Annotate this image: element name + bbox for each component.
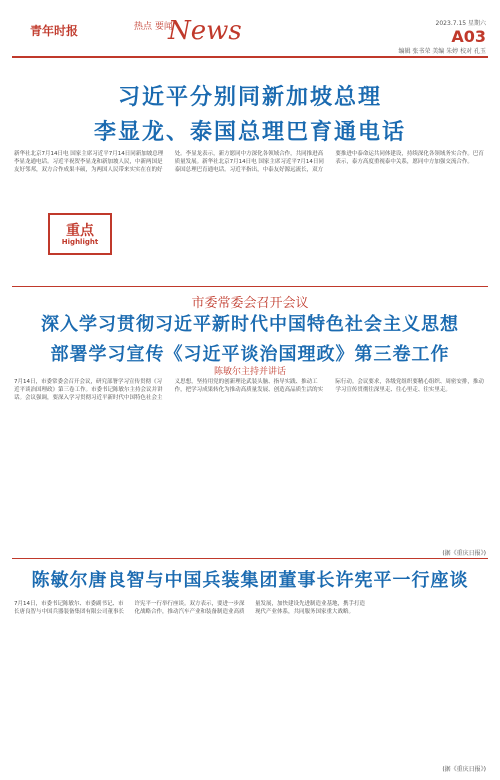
story1-headline: 习近平分别同新加坡总理 李显龙、泰国总理巴育通电话 — [93, 85, 406, 145]
story3-body: 7月14日，市委书记陈敏尔、市委副书记、市长唐良智与中国兵器装备集团有限公司董事长许宪平一行举行座谈。双方表示，要进一步深化战略合作，推动汽车产业和装备制造业高质量发展，加快建设先进制造业基地，携手打造现代产业体系，共同服务国家重大战略。 — [14, 601, 366, 615]
story2-kicker: 市委常委会召开会议 — [191, 296, 309, 311]
section-divider — [12, 558, 488, 559]
masthead-rule — [12, 56, 488, 58]
story3-headline: 陈敏尔唐良智与中国兵装集团董事长许宪平一行座谈 — [31, 570, 469, 591]
story2-body: 7月14日，市委常委会召开会议，研究部署学习宣传贯彻《习近平谈治国理政》第三卷工作。市委书记陈敏尔主持会议并讲话。会议强调，要深入学习贯彻习近平新时代中国特色社会主义思想，坚持用党的创新理论武装头脑、指导实践、推动工作，把学习成果转化为推动高质量发展、创造高品质生活的实际行动。会议要求，各级党组织要精心组织、周密安排，推动学习宣传贯彻往深里走、往心里走、往实里走。 — [14, 379, 484, 401]
story2-byline: 陈敏尔主持并讲话 — [213, 367, 286, 377]
highlight-badge: 重点 Highlight — [48, 213, 112, 255]
story3-credit: (据《重庆日报》) — [442, 766, 486, 773]
page-number: A03 — [451, 27, 486, 46]
issue-info — [398, 18, 486, 55]
story2-headline: 深入学习贯彻习近平新时代中国特色社会主义思想 部署学习宣传《习近平谈治国理政》第三卷工作 — [41, 314, 459, 365]
section-label-en: News — [168, 16, 242, 46]
editor-credits: 编辑 张书荣 美编 朱婷 校对 孔玉 — [398, 48, 486, 55]
masthead — [0, 0, 500, 66]
issue-date: 2023.7.15 星期六 — [435, 20, 486, 27]
section-label-cn: 热点 要闻 — [134, 22, 173, 32]
newspaper-brand: 青年时报 — [30, 24, 79, 38]
section-divider — [12, 286, 488, 287]
story1-body: 新华社北京7月14日电 国家主席习近平7月14日同新加坡总理李显龙通电话。习近平祝贺李显龙和新加坡人民，中新两国是友好邻邦，双方合作成果丰硕，为两国人民带来实实在在的好处。李显龙表示，新方愿同中方深化各领域合作，共同推进高质量发展。新华社北京7月14日电 国家主席习近平7月14日同泰国总理巴育通电话。习近平指出，中泰友好源远流长，双方要推进中泰命运共同体建设，持续深化各领域务实合作。巴育表示，泰方高度重视泰中关系，愿同中方加强交流合作。 — [14, 151, 484, 173]
story2-credit: (据《重庆日报》) — [442, 550, 486, 557]
